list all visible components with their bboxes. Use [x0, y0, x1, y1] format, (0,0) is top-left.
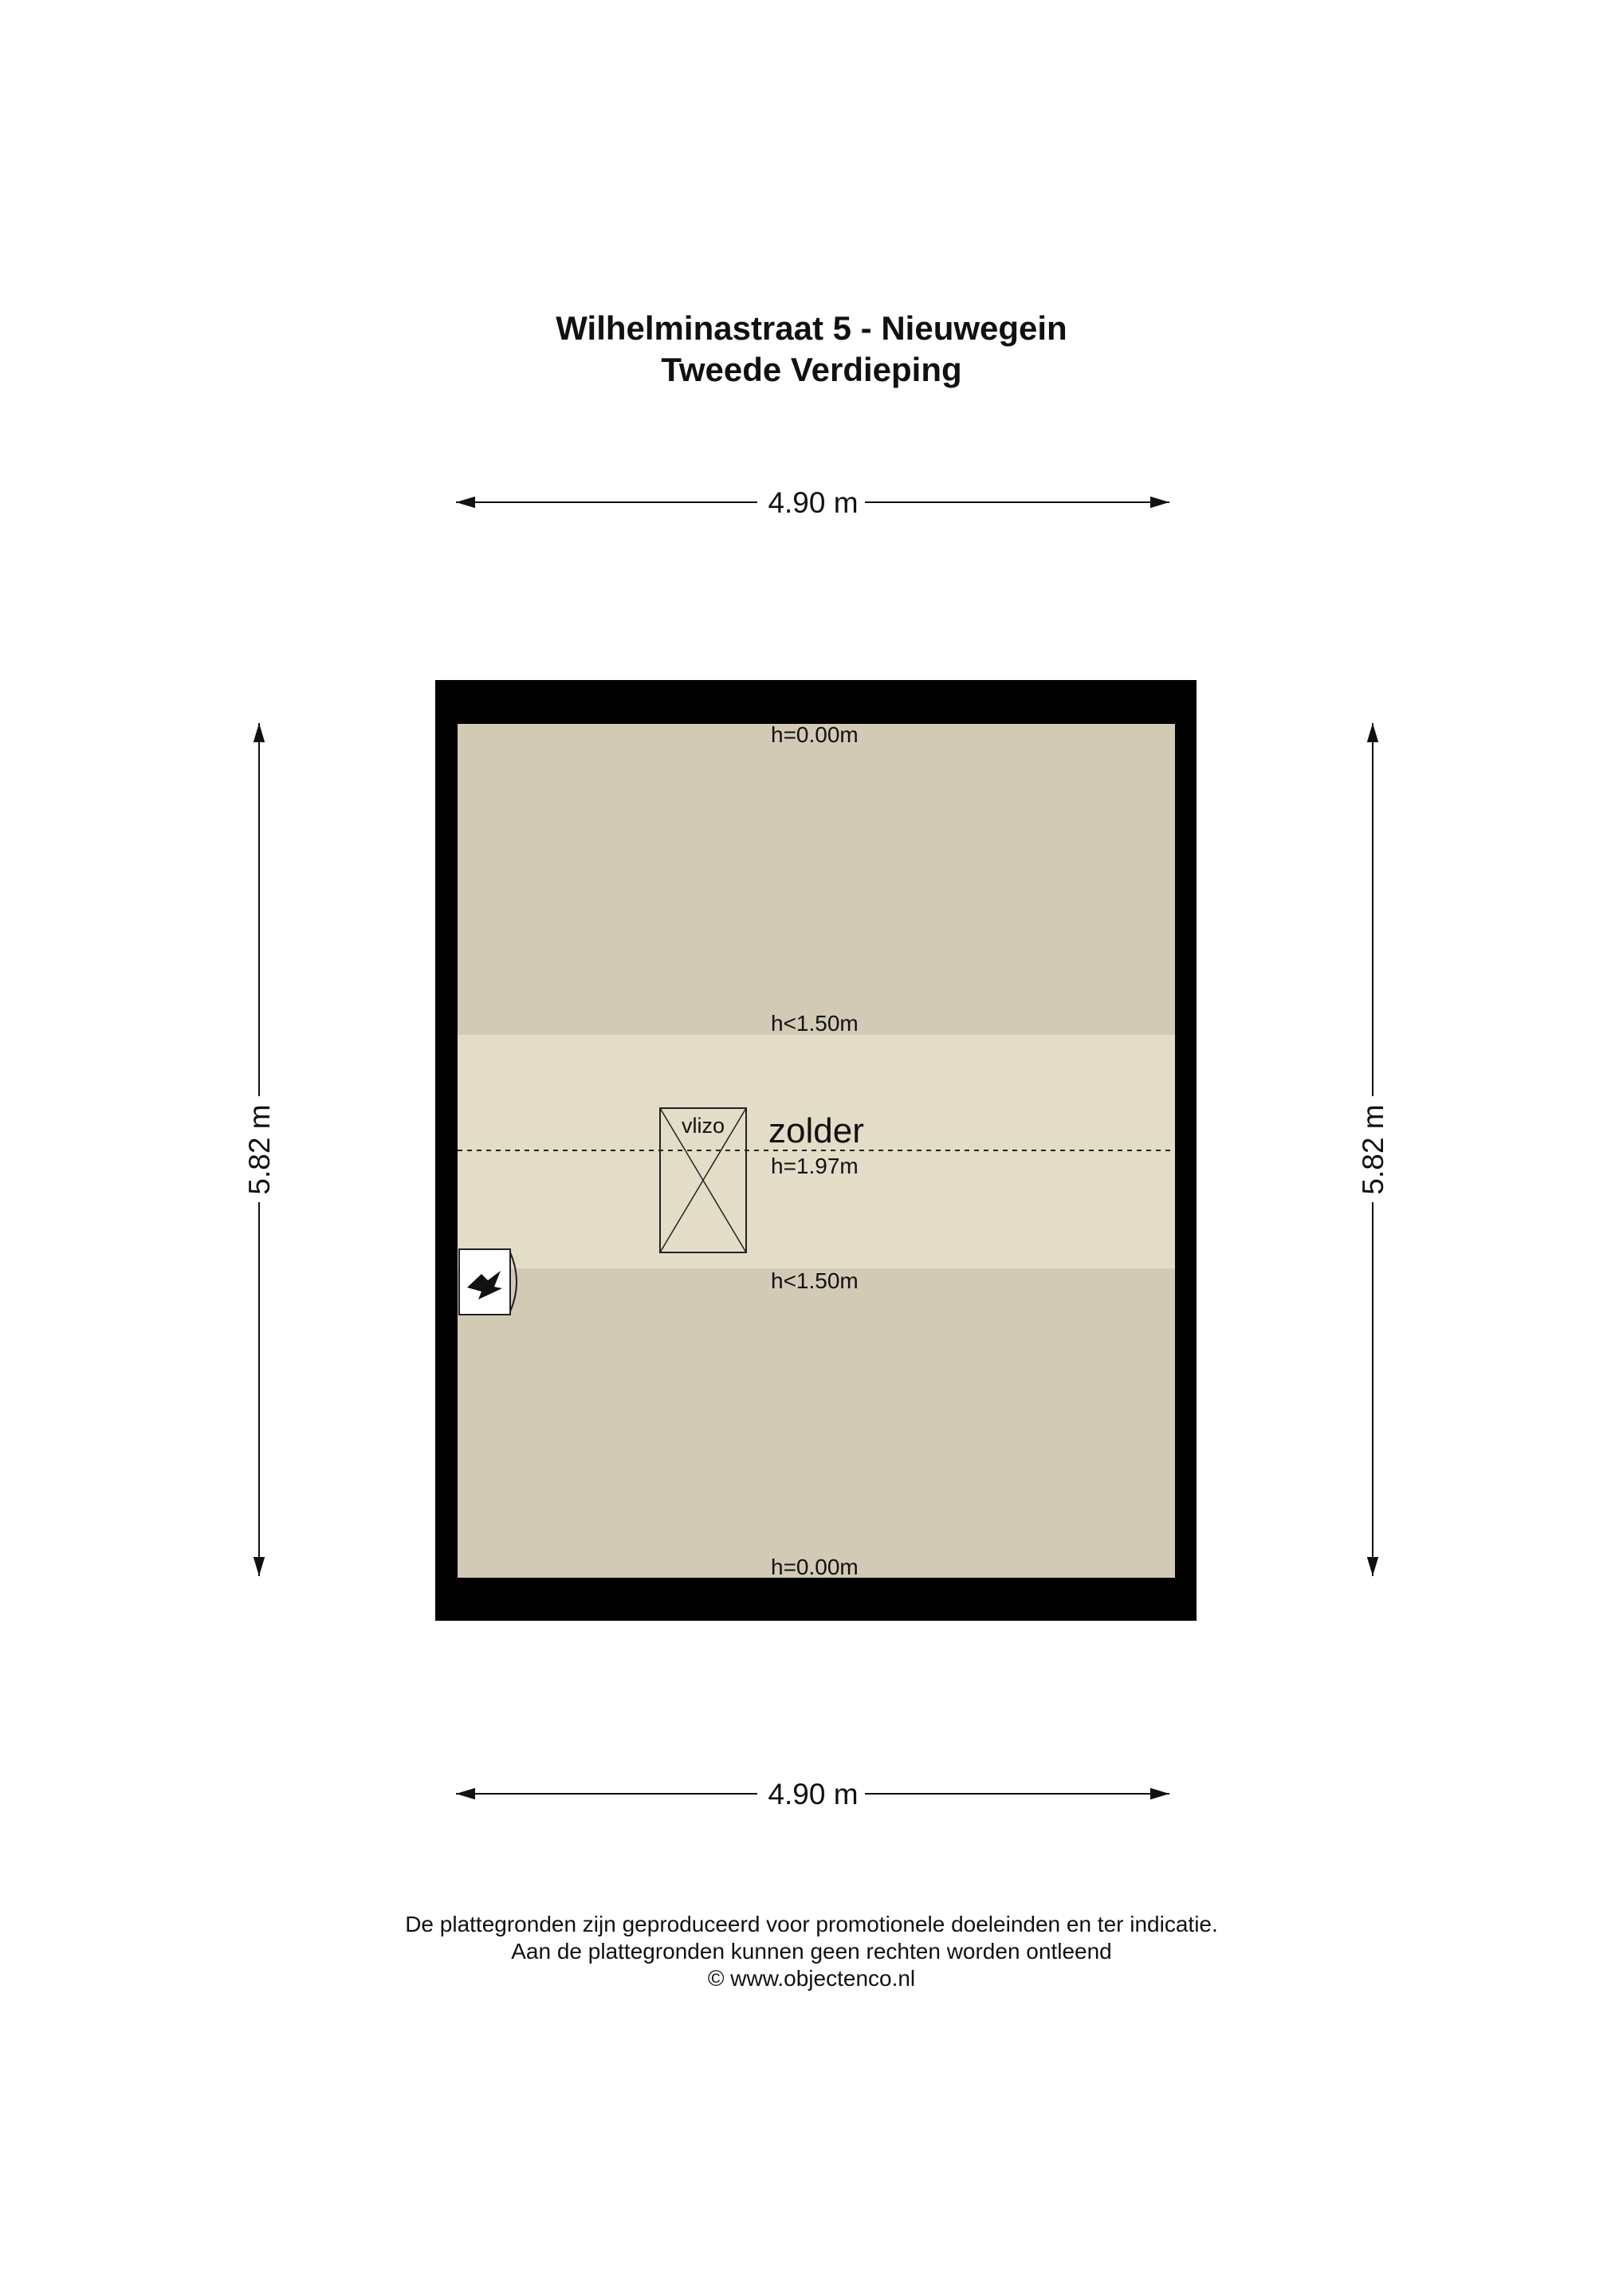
footer-disclaimer-line1: De plattegronden zijn geproduceerd voor promotionele doeleinden en ter indicatie. [405, 1912, 1218, 1936]
height-label-limit-bottom: h<1.50m [771, 1268, 859, 1293]
footer-copyright-link[interactable]: © www.objectenco.nl [707, 1966, 916, 1991]
height-label-center: h=1.97m [771, 1154, 859, 1178]
dimension-width-top [456, 486, 1169, 519]
dimension-width-bottom-label: 4.90 m [768, 1778, 859, 1810]
height-label-bottom-edge: h=0.00m [771, 1555, 859, 1579]
dimension-width-bottom [456, 1778, 1169, 1810]
plan-address-title: Wilhelminastraat 5 - Nieuwegein [556, 309, 1067, 347]
plan-floor-title: Tweede Verdieping [661, 351, 962, 388]
footer-disclaimer-line2: Aan de plattegronden kunnen geen rechten worden ontleend [511, 1939, 1112, 1964]
dimension-width-top-label: 4.90 m [768, 486, 859, 519]
dimension-depth-right [1357, 723, 1389, 1576]
loft-hatch-label: vlizo [681, 1114, 725, 1138]
room-name-label: zolder [768, 1111, 864, 1150]
low-ceiling-zone-top [458, 724, 1175, 1035]
dimension-depth-left [243, 723, 276, 1576]
dimension-depth-left-label: 5.82 m [243, 1104, 276, 1195]
height-label-top-edge: h=0.00m [771, 722, 859, 747]
dimension-depth-right-label: 5.82 m [1357, 1104, 1389, 1195]
standing-height-zone [458, 1035, 1175, 1268]
radiator-heater-icon [459, 1249, 517, 1315]
low-ceiling-zone-bottom [458, 1268, 1175, 1578]
height-label-limit-top: h<1.50m [771, 1011, 859, 1036]
